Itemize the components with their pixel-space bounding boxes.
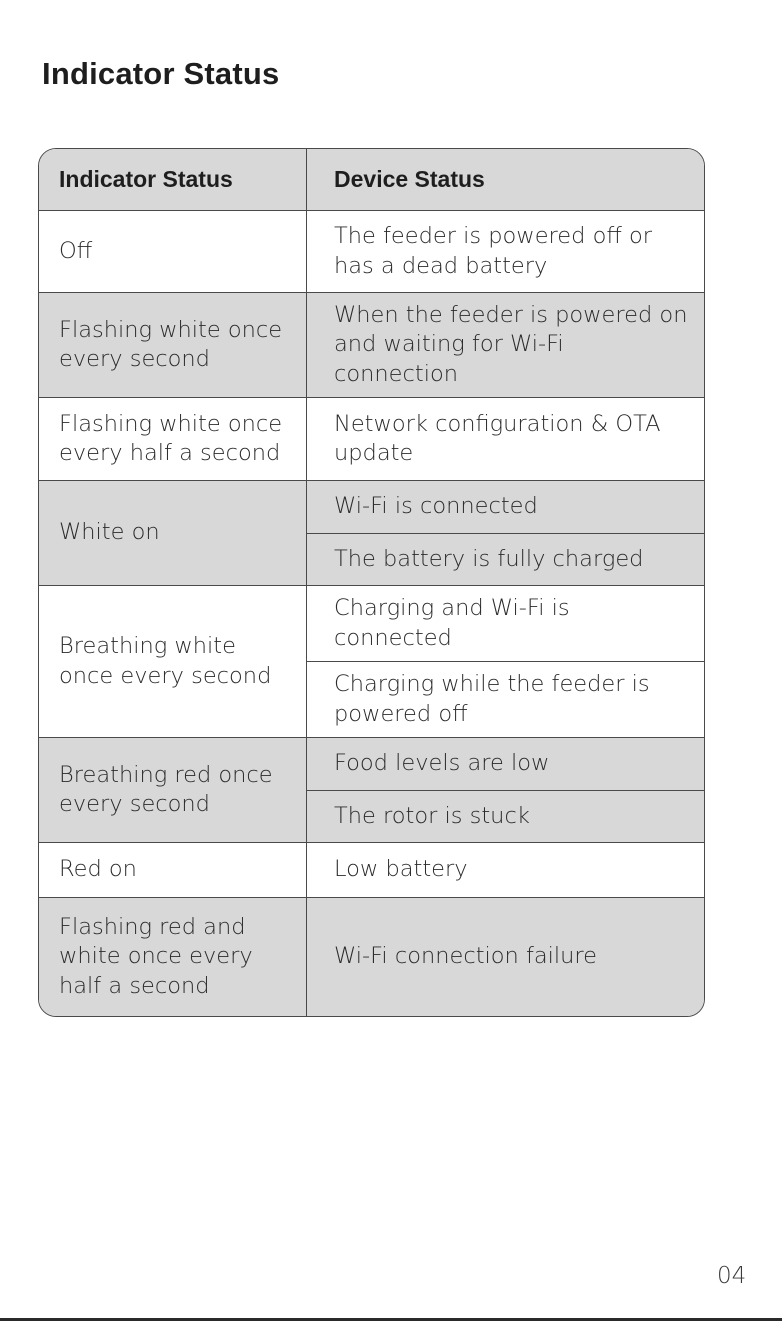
indicator-cell — [39, 293, 307, 397]
device-cell — [307, 843, 704, 897]
device-cell — [307, 398, 704, 480]
indicator-cell — [39, 898, 307, 1016]
device-cell — [307, 293, 704, 397]
device-cell — [307, 481, 704, 533]
device-text: Food levels are low — [334, 750, 550, 777]
device-text: Charging and Wi-Fi is connected — [334, 595, 570, 651]
indicator-text: White on — [59, 519, 160, 546]
device-text: The feeder is powered off or has a dead battery — [334, 223, 653, 279]
indicator-cell — [39, 398, 307, 480]
device-text: The battery is fully charged — [334, 545, 644, 572]
device-text: Wi-Fi is connected — [334, 493, 538, 520]
indicator-text: Flashing white once every half a second — [59, 410, 283, 466]
table-row — [39, 737, 704, 842]
indicator-text: Flashing white once every second — [59, 316, 283, 372]
indicator-status-table — [38, 148, 705, 1017]
indicator-text: Breathing white once every second — [59, 633, 272, 689]
header-device-status: Device Status — [334, 166, 485, 192]
table-row — [39, 292, 704, 397]
device-text: Wi-Fi connection failure — [334, 943, 598, 970]
page-number: 04 — [717, 1263, 747, 1289]
device-cell — [307, 533, 704, 585]
header-cell-device — [307, 149, 704, 210]
device-text: Charging while the feeder is powered off — [334, 671, 650, 727]
table-row — [39, 842, 704, 897]
indicator-text: Red on — [59, 856, 137, 883]
indicator-cell — [39, 738, 307, 842]
table-row — [39, 397, 704, 480]
indicator-cell — [39, 843, 307, 897]
indicator-cell — [39, 211, 307, 292]
device-cell — [307, 738, 704, 790]
table-row — [39, 897, 704, 1016]
device-cell — [307, 211, 704, 292]
device-text: When the feeder is powered on and waiting for Wi-Fi connection — [334, 301, 688, 387]
page-title: Indicator Status — [42, 56, 280, 91]
header-cell-indicator — [39, 149, 307, 210]
device-text: Network configuration & OTA update — [334, 410, 661, 466]
table-row — [39, 585, 704, 737]
table-row — [39, 210, 704, 292]
device-cell — [307, 790, 704, 842]
table-header-row — [39, 149, 704, 210]
device-text: The rotor is stuck — [334, 802, 530, 829]
device-text: Low battery — [334, 856, 468, 883]
indicator-cell — [39, 481, 307, 585]
table-row — [39, 480, 704, 585]
device-cell — [307, 898, 704, 1016]
indicator-text: Breathing red once every second — [59, 761, 273, 817]
indicator-text: Flashing red and white once every half a second — [59, 913, 253, 999]
device-cell — [307, 661, 704, 737]
indicator-cell — [39, 586, 307, 737]
indicator-text: Off — [59, 237, 93, 264]
header-indicator-status: Indicator Status — [59, 166, 233, 192]
device-cell — [307, 586, 704, 661]
